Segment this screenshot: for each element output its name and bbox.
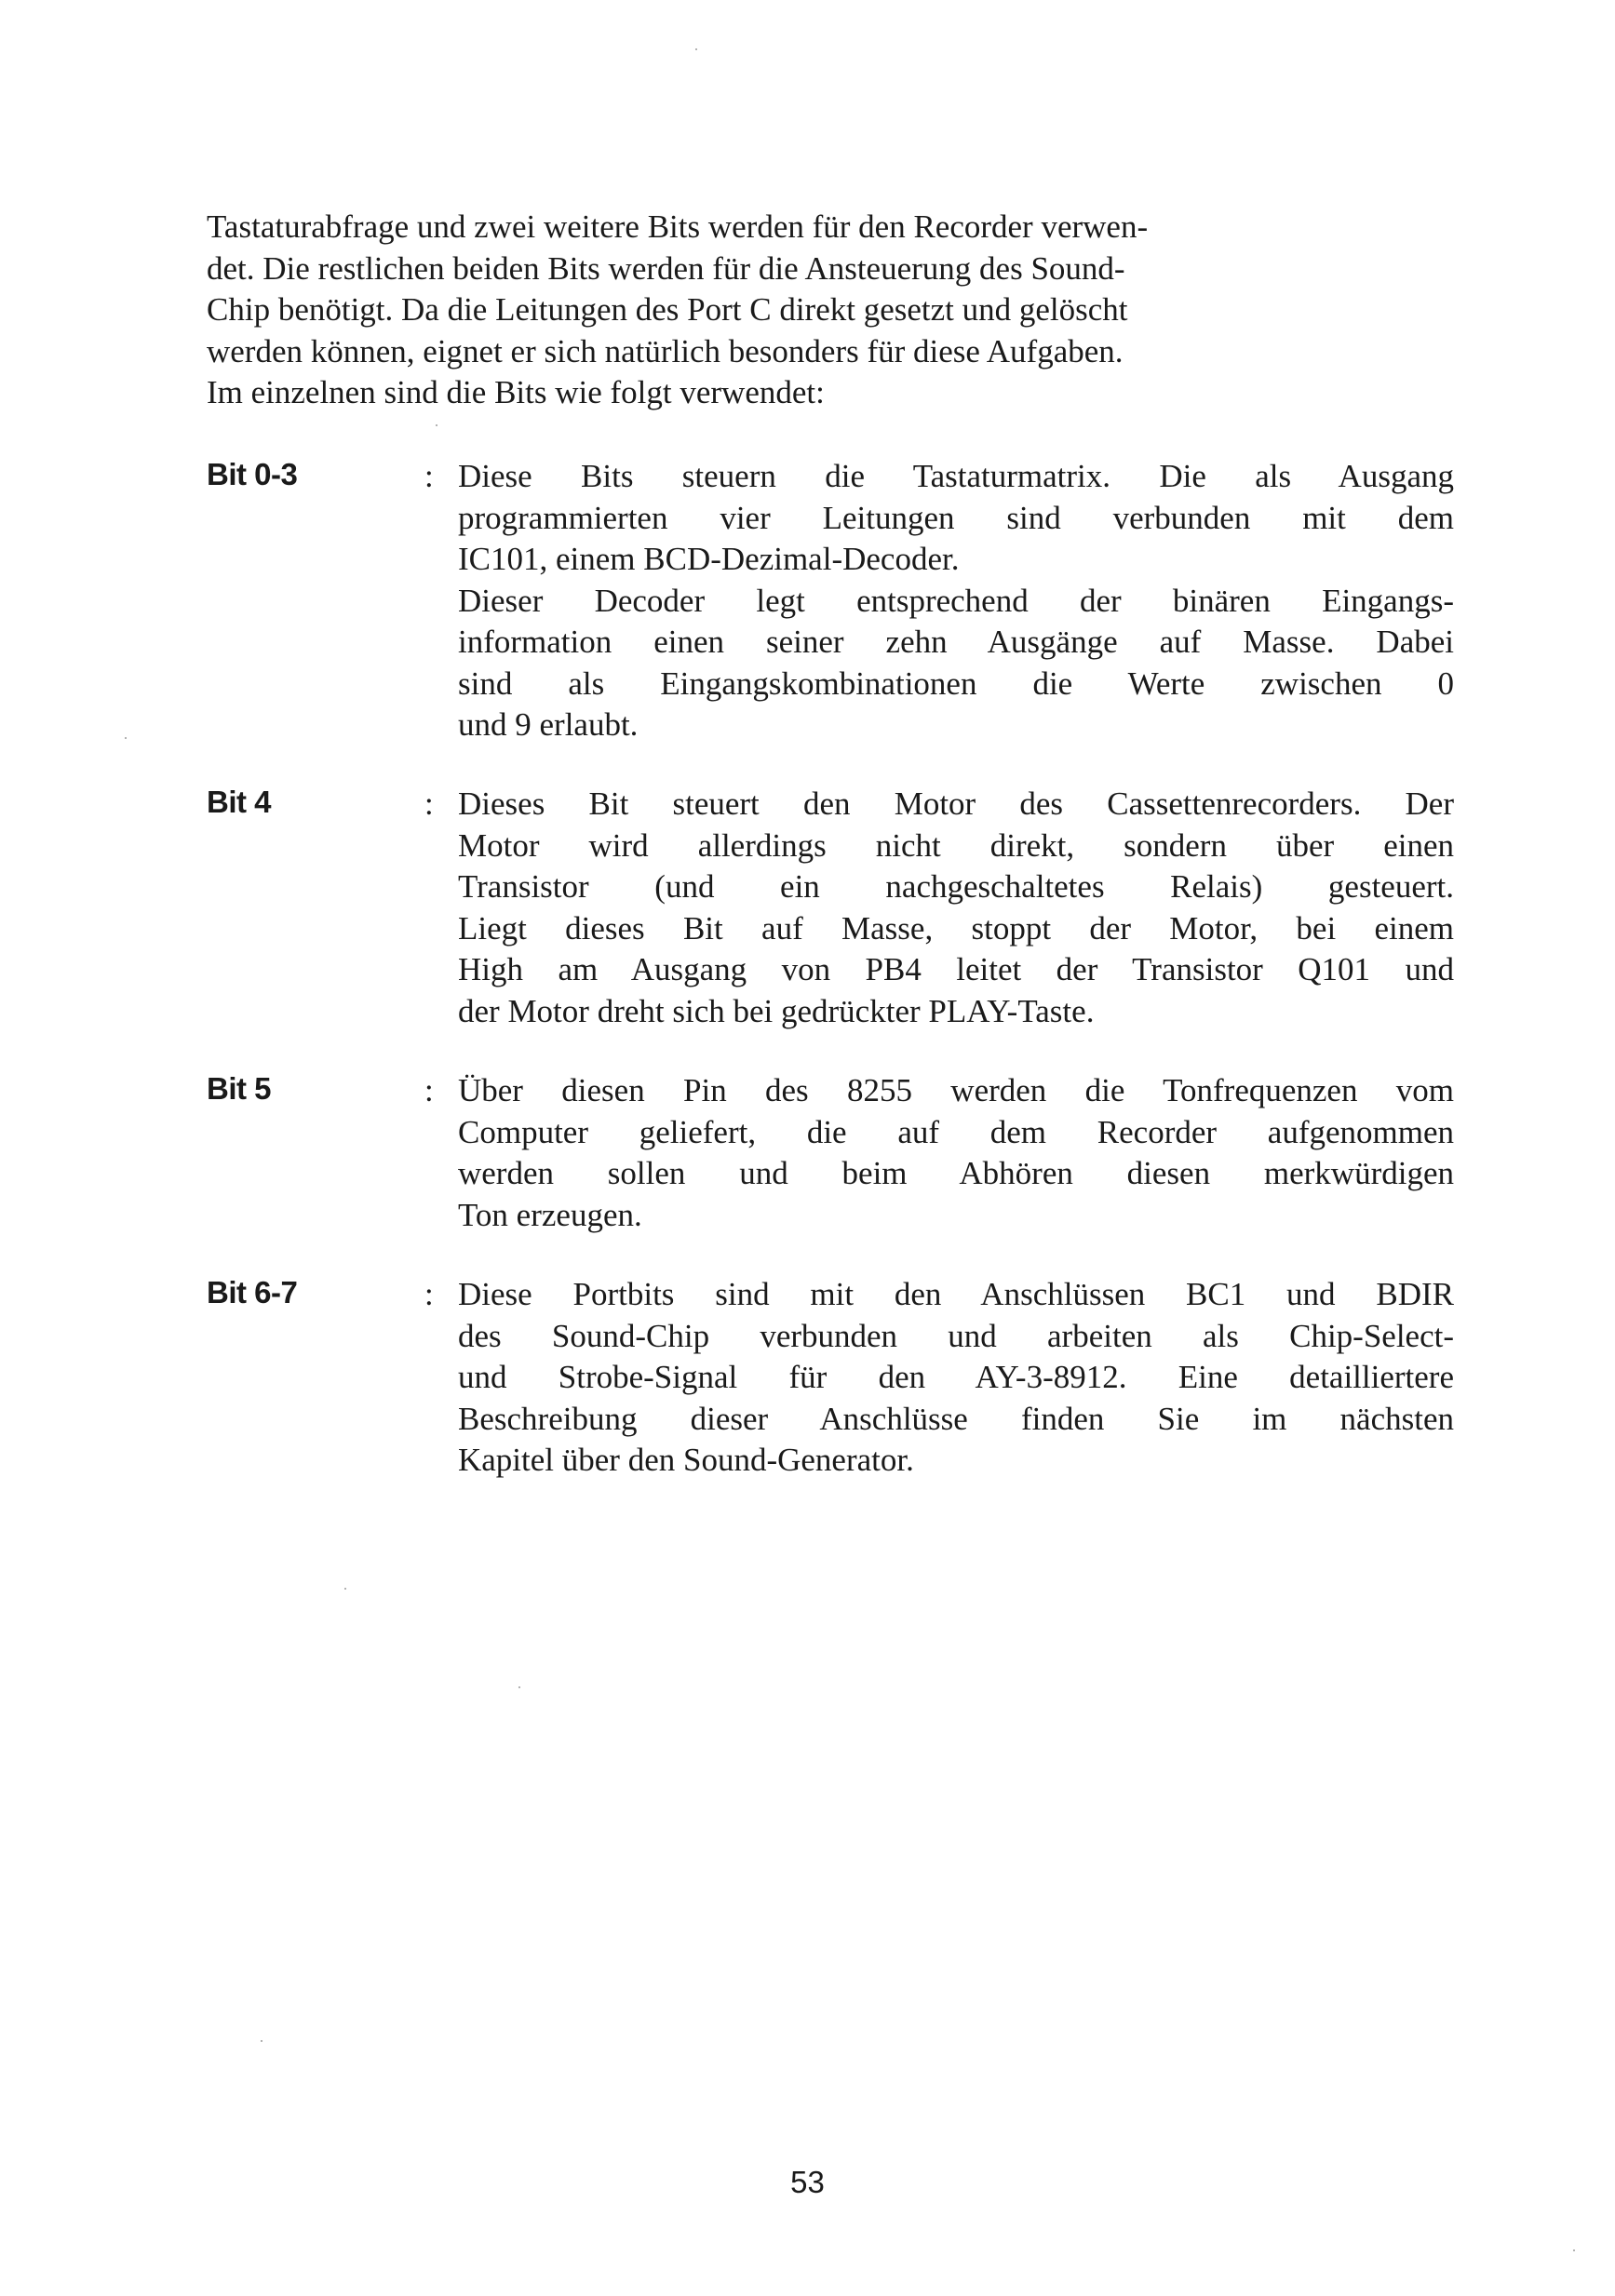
description-line: Dieses Bit steuert den Motor des Cassettenrecorders. Der xyxy=(458,785,1454,822)
description-line: des Sound-Chip verbunden und arbeiten als Chip-Select- xyxy=(458,1317,1454,1354)
bit-0-3-colon: : xyxy=(424,458,434,494)
bit-0-3-label: Bit 0-3 xyxy=(207,457,298,491)
description-line: der Motor dreht sich bei gedrückter PLAY-Taste. xyxy=(458,992,1095,1029)
bit-0-3-description xyxy=(458,456,1454,746)
description-line: werden sollen und beim Abhören diesen merkwürdigen xyxy=(458,1155,1454,1191)
bit-4-colon: : xyxy=(424,785,434,822)
intro-paragraph xyxy=(207,207,1454,414)
description-line: Kapitel über den Sound-Generator. xyxy=(458,1442,914,1478)
bit-5-label: Bit 5 xyxy=(207,1071,272,1106)
scan-speck xyxy=(344,1588,346,1590)
intro-line: Chip benötigt. Da die Leitungen des Port C direkt gesetzt und gelöscht xyxy=(207,291,1128,328)
description-line: IC101, einem BCD-Dezimal-Decoder. xyxy=(458,541,960,577)
description-line: Motor wird allerdings nicht direkt, sondern über einen xyxy=(458,826,1454,864)
bit-5-description xyxy=(458,1070,1454,1236)
bit-5-colon: : xyxy=(424,1072,434,1108)
scan-speck xyxy=(695,48,697,50)
scan-speck xyxy=(518,1686,520,1688)
scan-speck xyxy=(1573,2249,1575,2251)
bit-6-7-description xyxy=(458,1274,1454,1482)
description-line: und Strobe-Signal für den AY-3-8912. Eine detailliertere xyxy=(458,1359,1454,1395)
description-line: High am Ausgang von PB4 leitet der Transistor Q101 und xyxy=(458,951,1454,987)
description-line: Beschreibung dieser Anschlüsse finden Sie im nächsten xyxy=(458,1400,1454,1437)
description-line: Über diesen Pin des 8255 werden die Tonfrequenzen vom xyxy=(458,1072,1454,1108)
description-line: sind als Eingangskombinationen die Werte zwischen 0 xyxy=(458,665,1454,702)
bit-6-7-colon: : xyxy=(424,1276,434,1312)
page-number: 53 xyxy=(790,2165,825,2199)
description-line: information einen seiner zehn Ausgänge auf Masse. Dabei xyxy=(458,624,1454,660)
description-line: Dieser Decoder legt entsprechend der binären Eingangs- xyxy=(458,582,1454,619)
description-line: und 9 erlaubt. xyxy=(458,706,639,743)
description-line: Ton erzeugen. xyxy=(458,1196,642,1233)
description-line: Diese Portbits sind mit den Anschlüssen BC1 und BDIR xyxy=(458,1276,1454,1312)
intro-line: Im einzelnen sind die Bits wie folgt verwendet: xyxy=(207,374,825,410)
description-line: Liegt dieses Bit auf Masse, stoppt der Motor, bei einem xyxy=(458,909,1454,947)
scan-speck xyxy=(125,737,127,739)
bit-6-7-label: Bit 6-7 xyxy=(207,1275,298,1309)
description-line: Computer geliefert, die auf dem Recorder aufgenommen xyxy=(458,1113,1454,1150)
bit-4-label: Bit 4 xyxy=(207,785,272,819)
intro-line: Tastaturabfrage und zwei weitere Bits werden für den Recorder verwen- xyxy=(207,208,1149,245)
bit-4-description xyxy=(458,784,1454,1032)
scan-speck xyxy=(261,2040,262,2042)
intro-line: werden können, eignet er sich natürlich besonders für diese Aufgaben. xyxy=(207,332,1124,369)
description-line: Transistor (und ein nachgeschaltetes Relais) gesteuert. xyxy=(458,868,1454,905)
description-line: programmierten vier Leitungen sind verbunden mit dem xyxy=(458,499,1454,536)
intro-line: det. Die restlichen beiden Bits werden für die Ansteuerung des Sound- xyxy=(207,249,1125,287)
scan-speck xyxy=(436,424,437,426)
description-line: Diese Bits steuern die Tastaturmatrix. Die als Ausgang xyxy=(458,458,1454,494)
